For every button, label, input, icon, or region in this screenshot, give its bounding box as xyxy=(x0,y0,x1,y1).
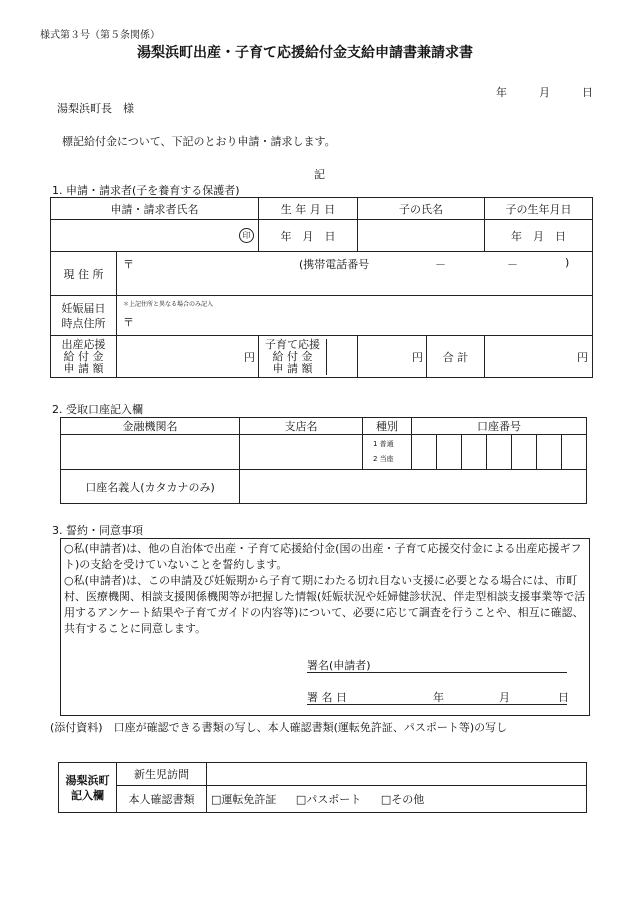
date-day: 日 xyxy=(582,86,593,99)
visit-cell[interactable] xyxy=(207,763,587,786)
postal-mark: 〒 xyxy=(123,258,134,271)
sign-month: 月 xyxy=(499,691,510,704)
date-month: 月 xyxy=(539,86,550,99)
sign-day: 日 xyxy=(558,691,569,704)
signature-label: 署名(申請者) xyxy=(307,659,371,672)
type-option-2[interactable]: 2 当座 xyxy=(373,455,394,463)
seal-icon: 印 xyxy=(239,228,254,243)
applicant-table xyxy=(50,197,593,378)
account-digit-2[interactable] xyxy=(437,435,462,470)
birth-amount-cell[interactable]: 円 xyxy=(117,336,259,378)
phone-label: (携帯電話番号 xyxy=(299,258,370,271)
col-bank: 金融機関名 xyxy=(61,418,240,435)
col-child-name: 子の氏名 xyxy=(358,198,485,220)
office-label-1: 湯梨浜町 xyxy=(65,773,110,787)
type-option-1[interactable]: 1 普通 xyxy=(373,440,394,448)
office-label xyxy=(59,763,117,813)
pregnancy-note: ＊上記住所と異なる場合のみ記入 xyxy=(123,301,214,308)
intro-text: 標記給付金について、下記のとおり申請・請求します。 xyxy=(62,135,336,148)
sign-date-label: 署 名 日 xyxy=(307,691,347,704)
bank-name-cell[interactable] xyxy=(61,435,240,470)
account-digit-5[interactable] xyxy=(512,435,537,470)
birth-amount-label-1: 出産応援 xyxy=(61,337,106,351)
col-birthdate: 生 年 月 日 xyxy=(259,198,358,220)
total-label: 合 計 xyxy=(427,336,485,378)
address-label: 現 住 所 xyxy=(51,252,117,296)
col-applicant-name: 申請・請求者氏名 xyxy=(51,198,259,220)
section3-heading: 3. 誓約・同意事項 xyxy=(52,524,143,537)
page-title: 湯梨浜町出産・子育て応援給付金支給申請書兼請求書 xyxy=(137,45,473,61)
account-digit-4[interactable] xyxy=(487,435,512,470)
col-account: 口座番号 xyxy=(412,418,587,435)
child-amount-label xyxy=(259,339,327,375)
child-name-cell[interactable] xyxy=(358,220,485,252)
child-amount-label-1: 子育て応援 xyxy=(265,337,321,351)
pledge-2: ○私(申請者)は、この申請及び妊娠期から子育て期にわたる切れ目ない支援に必要となる場合には、市町村、医療機関、相談支援関係機関等が把握した情報(妊娠状況や妊婦健診状況、伴走型相談支援事業等で活用するアンケート結果や子育てガイドの内容等)について、必要に応じて調査を行うことや、相互に確認、共有することに同意します。 xyxy=(64,574,586,635)
section1-heading: 1. 申請・請求者(子を養育する保護者) xyxy=(52,184,240,197)
opt-other-checkbox[interactable]: □その他 xyxy=(380,793,425,806)
opt-passport-checkbox[interactable]: □パスポート xyxy=(295,793,362,806)
child-birthdate-cell[interactable]: 年 月 日 xyxy=(485,220,593,252)
birth-amount-label xyxy=(51,336,117,378)
opt-license-checkbox[interactable]: □運転免許証 xyxy=(211,793,277,806)
birthdate-cell[interactable]: 年 月 日 xyxy=(259,220,358,252)
visit-label: 新生児訪問 xyxy=(117,763,207,786)
form-number: 様式第３号（第５条関係） xyxy=(40,30,160,41)
pregnancy-postal-mark: 〒 xyxy=(123,316,134,329)
section2-heading: 2. 受取口座記入欄 xyxy=(52,403,143,416)
phone-close: ) xyxy=(565,256,570,269)
birth-amount-label-2: 給 付 金 xyxy=(63,349,104,363)
office-table xyxy=(58,762,587,813)
id-doc-label: 本人確認書類 xyxy=(117,786,207,813)
total-amount-cell[interactable]: 円 xyxy=(485,336,593,378)
child-amount-gap xyxy=(327,339,357,375)
ki-mark: 記 xyxy=(314,168,325,181)
pregnancy-label-line2: 時点住所 xyxy=(61,316,106,330)
date-year: 年 xyxy=(496,86,507,99)
col-child-birthdate: 子の生年月日 xyxy=(485,198,593,220)
pledge-box xyxy=(60,538,590,716)
sign-date-line[interactable] xyxy=(307,704,567,705)
account-digit-6[interactable] xyxy=(537,435,562,470)
phone-dash-2: － xyxy=(507,258,518,271)
account-type-cell[interactable] xyxy=(363,435,412,470)
pledge-1: ○私(申請者)は、他の自治体で出産・子育て応援給付金(国の出産・子育て応援交付金による出産応援ギフト)の支給を受けていないことを誓約します。 xyxy=(64,542,582,571)
child-amount-label-cell xyxy=(259,336,358,378)
phone-dash-1: － xyxy=(435,258,446,271)
child-amount-label-2: 給 付 金 xyxy=(272,349,313,363)
sign-year: 年 xyxy=(433,691,444,704)
birth-amount-label-3: 申 請 額 xyxy=(63,361,104,375)
signature-line[interactable] xyxy=(307,672,567,673)
attachments-note: (添付資料) 口座が確認できる書類の写し、本人確認書類(運転免許証、パスポート等)の写し xyxy=(50,721,508,734)
branch-name-cell[interactable] xyxy=(240,435,363,470)
pregnancy-label-line1: 妊娠届日 xyxy=(61,301,106,315)
holder-label: 口座名義人(カタカナのみ) xyxy=(61,470,240,504)
pregnancy-address-label xyxy=(51,296,117,336)
office-label-2: 記入欄 xyxy=(71,788,104,802)
child-amount-cell[interactable]: 円 xyxy=(358,336,427,378)
account-digit-3[interactable] xyxy=(462,435,487,470)
account-digit-7[interactable] xyxy=(562,435,587,470)
child-amount-label-3: 申 請 額 xyxy=(272,361,313,375)
pregnancy-address-cell[interactable] xyxy=(117,296,593,336)
col-type: 種別 xyxy=(363,418,412,435)
id-doc-options xyxy=(207,786,587,813)
account-digit-1[interactable] xyxy=(412,435,437,470)
address-cell[interactable] xyxy=(117,252,593,296)
addressee: 湯梨浜町長 様 xyxy=(57,102,134,115)
holder-name-cell[interactable] xyxy=(240,470,587,504)
col-branch: 支店名 xyxy=(240,418,363,435)
applicant-name-cell[interactable] xyxy=(51,220,259,252)
bank-table xyxy=(60,417,587,504)
